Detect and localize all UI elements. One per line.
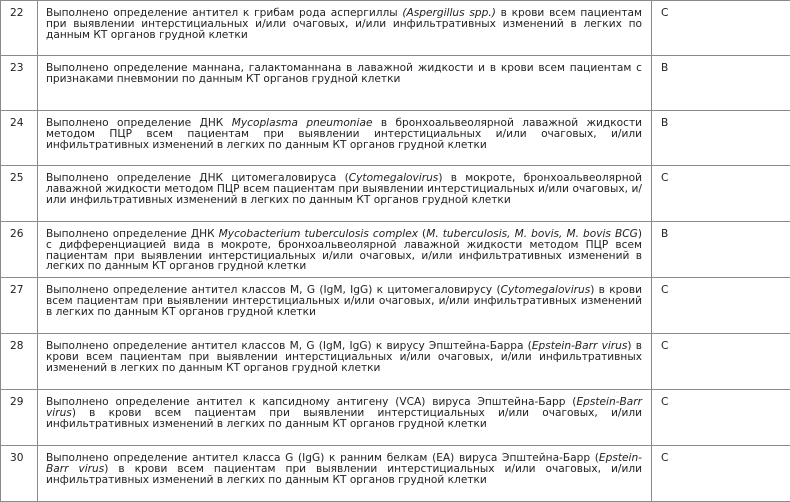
text-segment: Выполнено определение антител классов M, G (IgM, IgG) к вирусу Эпштейна-Барра ( — [46, 340, 532, 352]
text-segment: Выполнено определение ДНК цитомегаловируса ( — [46, 172, 349, 184]
latin-name: Epstein-Barr virus — [46, 452, 642, 475]
criterion-text — [38, 278, 652, 334]
row-number: 30 — [1, 446, 38, 502]
text-segment: Выполнено определение антител к грибам рода аспергиллы — [46, 7, 402, 19]
text-segment: в бронхоальвеолярной лаважной жидкости методом ПЦР всем пациентам при выявлении интерстициальных и/или очаговых, и/или инфильтративных изменений в легких по данным КТ органов грудной клетки — [46, 117, 642, 151]
latin-name: Mycoplasma pneumoniae — [232, 117, 373, 129]
table-row — [1, 166, 790, 222]
row-number: 29 — [1, 390, 38, 446]
latin-name: Epstein-Barr virus — [46, 396, 642, 419]
text-segment: ) в крови всем пациентам при выявлении интерстициальных и/или очаговых, и/или инфильтративных изменений в легких по данным КТ органов грудной клетки — [46, 463, 642, 486]
text-segment: ) в мокроте, бронхоальвеолярной лаважной жидкости методом ПЦР всем пациентам при выявлении интерстициальных и/или очаговых, и/или инфильтративных изменений в легких по данным КТ органов грудной клетки — [46, 172, 642, 206]
criterion-text — [38, 334, 652, 390]
table-row — [1, 111, 790, 166]
text-segment: в крови всем пациентам при выявлении интерстициальных и/или очаговых, и/или инфильтративных изменений в легких по данным КТ органов грудной клетки — [46, 7, 642, 41]
latin-name: Cytomegalovirus — [501, 284, 591, 296]
row-number: 22 — [1, 1, 38, 56]
text-segment: ) в крови всем пациентам при выявлении интерстициальных и/или очаговых, и/или инфильтративных изменений в легких по данным КТ органов грудной клетки — [46, 407, 642, 430]
row-number: 25 — [1, 166, 38, 222]
text-segment: Выполнено определение маннана, галактоманнана в лаважной жидкости и в крови всем пациентам с признаками пневмонии по данным КТ органов грудной клетки — [46, 62, 642, 85]
evidence-grade: C — [652, 334, 790, 390]
criterion-text — [38, 222, 652, 278]
text-segment: ) с дифференциацией вида в мокроте, бронхоальвеолярной лаважной жидкости методом ПЦР всем пациентам при выявлении интерстициальных и/или очаговых, и/или инфильтративных изменений в легких по данным КТ органов грудной клетки — [46, 228, 642, 272]
text-segment: Выполнено определение ДНК — [46, 228, 219, 240]
text-segment: ) в крови всем пациентам при выявлении интерстициальных и/или очаговых, и/или инфильтративных изменений в легких по данным КТ органов грудной клетки — [46, 340, 642, 374]
table-row — [1, 334, 790, 390]
table-row — [1, 1, 790, 56]
table-row — [1, 446, 790, 502]
evidence-grade: C — [652, 166, 790, 222]
criterion-text — [38, 446, 652, 502]
text-segment: Выполнено определение антител классов M, G (IgM, IgG) к цитомегаловирусу ( — [46, 284, 501, 296]
row-number: 26 — [1, 222, 38, 278]
table-row — [1, 390, 790, 446]
evidence-grade: C — [652, 278, 790, 334]
evidence-grade: B — [652, 56, 790, 111]
row-number: 27 — [1, 278, 38, 334]
criterion-text — [38, 111, 652, 166]
evidence-grade: B — [652, 222, 790, 278]
row-number: 23 — [1, 56, 38, 111]
latin-name: Epstein-Barr virus — [532, 340, 628, 352]
text-segment: ( — [418, 228, 426, 240]
text-segment: Выполнено определение антител к капсидному антигену (VCA) вируса Эпштейна-Барр ( — [46, 396, 576, 408]
row-number: 28 — [1, 334, 38, 390]
evidence-grade: B — [652, 111, 790, 166]
criterion-text — [38, 56, 652, 111]
criterion-text — [38, 1, 652, 56]
text-segment: Выполнено определение ДНК — [46, 117, 232, 129]
row-number: 24 — [1, 111, 38, 166]
evidence-grade: C — [652, 446, 790, 502]
table-row — [1, 278, 790, 334]
table-row — [1, 56, 790, 111]
latin-name: Cytomegalovirus — [349, 172, 439, 184]
table-row — [1, 222, 790, 278]
criterion-text — [38, 390, 652, 446]
evidence-grade: C — [652, 390, 790, 446]
criteria-table-body — [1, 1, 790, 502]
text-segment: Выполнено определение антител класса G (IgG) к ранним белкам (EA) вируса Эпштейна-Барр ( — [46, 452, 599, 464]
latin-name: Mycobacterium tuberculosis complex — [219, 228, 418, 240]
criterion-text — [38, 166, 652, 222]
latin-name: (Aspergillus spp.) — [402, 7, 496, 19]
text-segment: ) в крови всем пациентам при выявлении интерстициальных и/или очаговых, и/или инфильтративных изменений в легких по данным КТ органов грудной клетки — [46, 284, 642, 318]
evidence-grade: C — [652, 1, 790, 56]
latin-name: M. tuberculosis, M. bovis, M. bovis BCG — [426, 228, 638, 240]
